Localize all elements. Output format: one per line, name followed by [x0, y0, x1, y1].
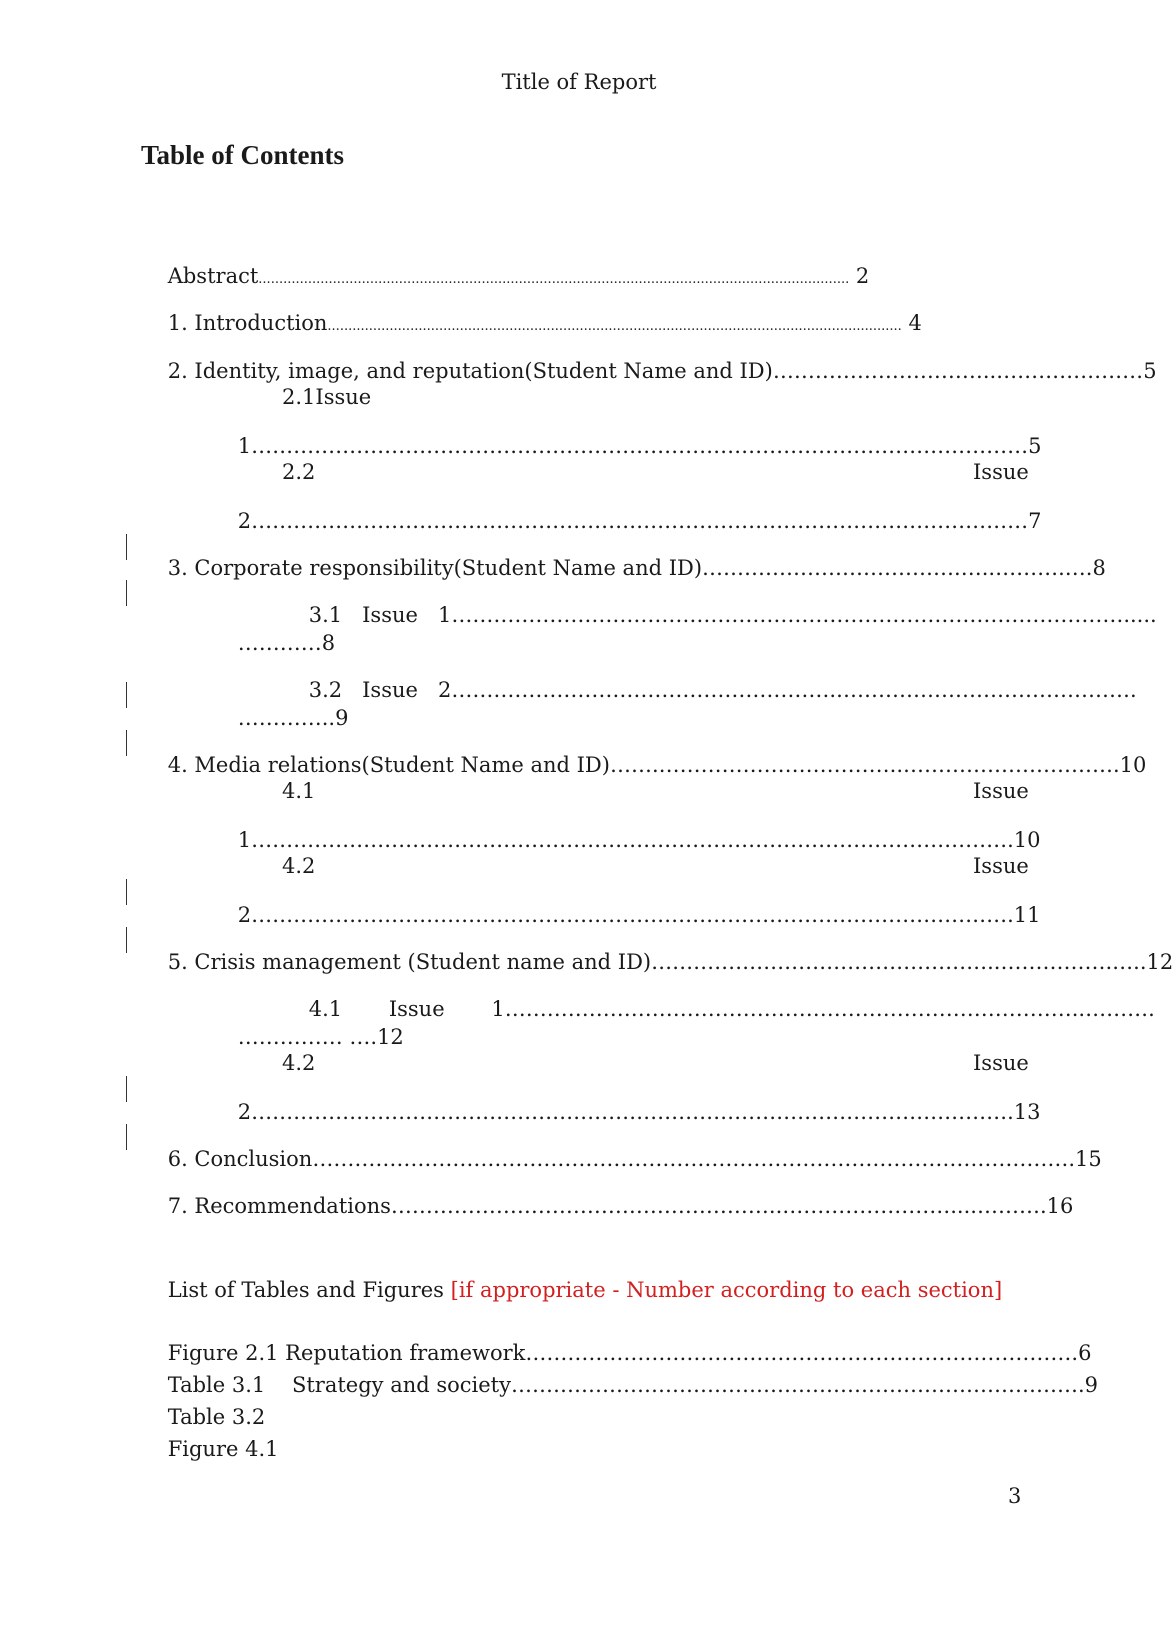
- list-heading-note: [if appropriate - Number according to each section]: [450, 1278, 1003, 1302]
- toc-entry-leader: …………………………..…………………: [772, 359, 1144, 383]
- change-bar: [126, 682, 127, 708]
- list-item-text: Table 3.1 Strategy and society: [167, 1373, 511, 1397]
- toc-entry-leader: …………………………………………………………………………………….....: [451, 603, 1157, 627]
- toc-entry-text: 4. Media relations(Student Name and ID): [167, 753, 610, 777]
- toc-entry-leader: ………………………………………………..……………………....……….: [390, 1194, 1047, 1218]
- toc-entry-text: Abstract: [167, 264, 259, 288]
- toc-entry-leader: ……………………………….…..……….….: [702, 556, 1093, 580]
- toc-entry-leader: …………: [237, 631, 322, 655]
- change-bar: [126, 580, 127, 606]
- toc-heading: Table of Contents: [141, 140, 345, 170]
- toc-entry-leader: 2……………………………………………………………………………………………….: [237, 903, 1014, 927]
- toc-entry-text: 3.2 Issue 2: [308, 678, 452, 702]
- toc-entry-3-1[interactable]: [282, 584, 1157, 647]
- toc-entry-leader: …………..: [237, 706, 336, 730]
- toc-entry-page: 5: [1028, 434, 1042, 458]
- toc-entry-leader: …………………………………………..…………….…..: [651, 950, 1147, 974]
- toc-entry-5-1[interactable]: [282, 978, 1155, 1041]
- toc-entry-leader: ……………………………………………………………………………………………….: [312, 1147, 1076, 1171]
- toc-entry-4-1-issue: Issue: [973, 779, 1029, 803]
- toc-entry-leader: ……………………………………………….…………………………………….: [451, 678, 1137, 702]
- change-bar: [126, 1076, 127, 1102]
- toc-entry-page: 12: [377, 1025, 404, 1049]
- list-heading-text: List of Tables and Figures: [167, 1278, 451, 1302]
- list-item-table-3-1[interactable]: [141, 1354, 1098, 1417]
- toc-entry-text: 3.1 Issue 1: [308, 603, 452, 627]
- toc-entry-page: 7: [1028, 509, 1042, 533]
- toc-entry-4-2-issue: Issue: [973, 854, 1029, 878]
- list-item-page: 9: [1084, 1373, 1099, 1397]
- toc-entry-text: 1. Introduction: [167, 311, 328, 335]
- change-bar: [126, 927, 127, 953]
- toc-entry-leader: ………………………………………………………………………..……….: [504, 997, 1155, 1021]
- toc-entry-text: 3. Corporate responsibility(Student Name and ID): [167, 556, 703, 580]
- toc-entry-page: 12: [1146, 950, 1173, 974]
- toc-entry-leader: 1…………………………………………………………………………………………………: [237, 434, 1029, 458]
- toc-entry-text: 7. Recommendations: [167, 1194, 391, 1218]
- toc-entry-2-1-continuation[interactable]: [211, 415, 1041, 478]
- report-title-header: Title of Report: [501, 70, 657, 94]
- change-bar: [126, 1124, 127, 1150]
- toc-entry-section-7[interactable]: [141, 1175, 1073, 1238]
- toc-entry-4-1-continuation[interactable]: [211, 809, 1040, 872]
- toc-entry-5-2-issue: Issue: [973, 1051, 1029, 1075]
- toc-entry-3-2[interactable]: [282, 659, 1137, 722]
- page-number: 3: [1008, 1484, 1022, 1508]
- toc-entry-page: 8: [321, 631, 336, 655]
- toc-entry-page: 11: [1013, 903, 1041, 927]
- toc-entry-page: 4: [901, 311, 922, 335]
- toc-entry-page: 5: [1143, 359, 1157, 383]
- list-item-leader: …………………………………………………………………….: [525, 1341, 1079, 1365]
- toc-entry-2-2-label[interactable]: 2.2: [282, 460, 316, 484]
- toc-entry-page: 15: [1075, 1147, 1102, 1171]
- list-item-page: 6: [1078, 1341, 1092, 1365]
- toc-entry-4-2-label[interactable]: 4.2: [282, 854, 316, 878]
- list-item-text: Table 3.2: [167, 1405, 266, 1429]
- list-item-text: Figure 2.1 Reputation framework: [167, 1341, 526, 1365]
- list-item-leader: ……………………………………………………………………….: [510, 1373, 1085, 1397]
- toc-entry-2-2-issue: Issue: [973, 460, 1029, 484]
- toc-entry-page: 9: [335, 706, 349, 730]
- list-of-tables-heading: [141, 1259, 1002, 1322]
- toc-entry-text: 4.1 Issue 1: [308, 997, 505, 1021]
- toc-entry-page: 2: [849, 264, 870, 288]
- change-bar: [126, 879, 127, 905]
- list-item-text: Figure 4.1: [167, 1437, 279, 1461]
- toc-entry-leader: ...........................................................................................................................................: [327, 319, 902, 334]
- toc-entry-page: 10: [1013, 828, 1041, 852]
- toc-entry-4-1-label[interactable]: 4.1: [282, 779, 316, 803]
- toc-entry-text: 5. Crisis management (Student name and ID): [167, 950, 652, 974]
- toc-entry-leader: 1……………………………………………………………………………………………….: [237, 828, 1014, 852]
- toc-entry-leader: …….……………………………..………………………….: [609, 753, 1120, 777]
- toc-entry-leader: 2……………………………………………………………………………………………….: [237, 1100, 1014, 1124]
- toc-entry-page: 13: [1013, 1100, 1041, 1124]
- toc-entry-page: 16: [1046, 1194, 1074, 1218]
- toc-entry-leader: 2…………………………………………………………………………………………………: [237, 509, 1029, 533]
- toc-entry-page: 8: [1092, 556, 1106, 580]
- toc-entry-leader: ...............................................................................................................................................: [258, 272, 850, 287]
- toc-entry-5-2-label[interactable]: 4.2: [282, 1051, 316, 1075]
- toc-entry-2-1-label[interactable]: 2.1Issue: [282, 385, 372, 409]
- toc-entry-leader: …………… ….: [237, 1025, 378, 1049]
- toc-entry-page: 10: [1119, 753, 1147, 777]
- list-item-figure-4-1[interactable]: [141, 1418, 279, 1481]
- toc-entry-text: 6. Conclusion: [167, 1147, 313, 1171]
- toc-entry-text: 2. Identity, image, and reputation(Student Name and ID): [167, 359, 773, 383]
- change-bar: [126, 534, 127, 560]
- change-bar: [126, 730, 127, 756]
